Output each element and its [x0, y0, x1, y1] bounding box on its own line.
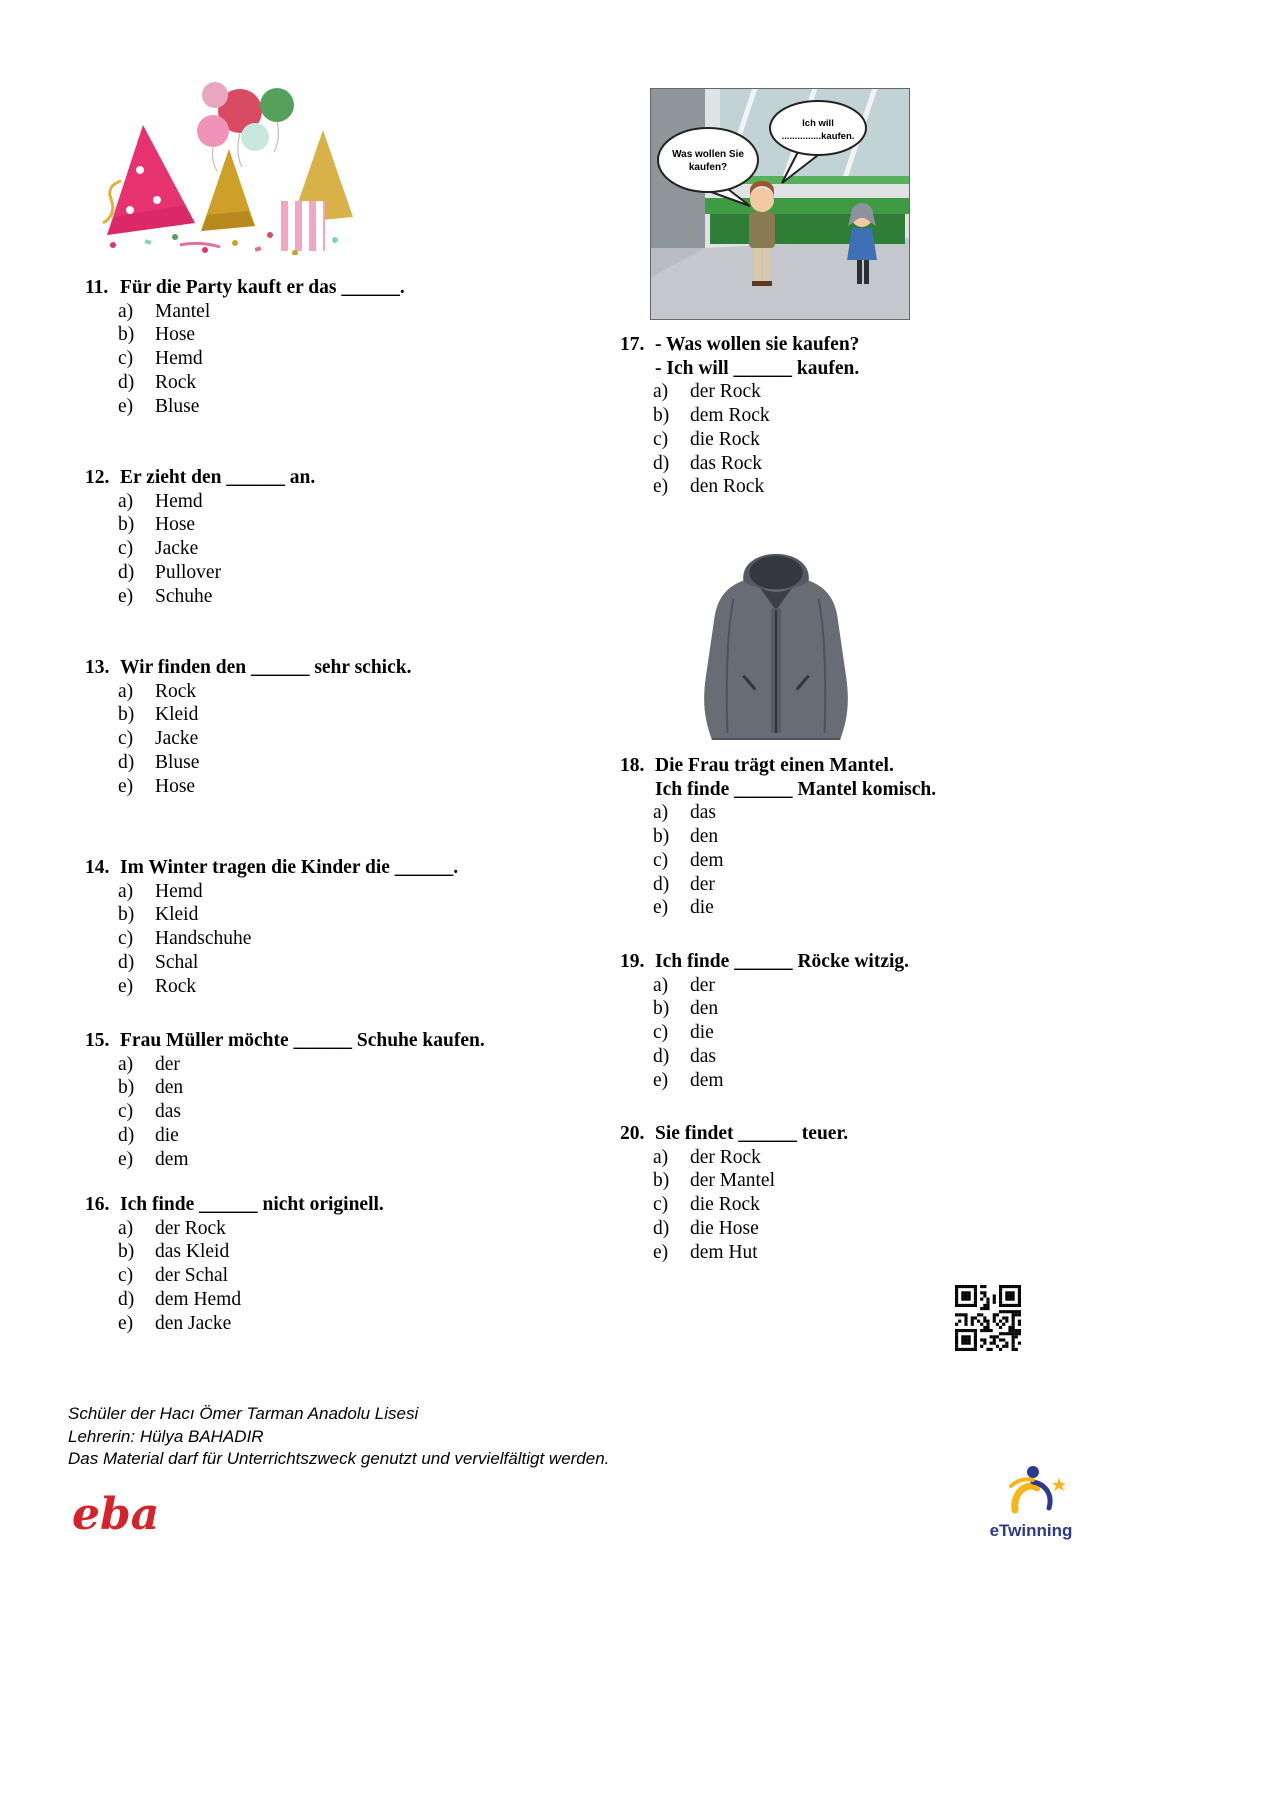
option-letter: c): [118, 728, 134, 750]
bubble2-text-line2: ...............kaufen.: [781, 131, 855, 142]
question-number: 12.: [85, 467, 110, 488]
option-text: Schuhe: [155, 585, 213, 607]
option-d: [620, 1045, 1140, 1069]
option-letter: d): [118, 1124, 135, 1146]
option-letter: e): [653, 476, 669, 498]
option-letter: d): [653, 1217, 670, 1239]
option-d: [85, 751, 605, 775]
option-letter: c): [653, 1194, 669, 1216]
question-number: 19.: [620, 951, 645, 972]
question-13: [85, 656, 605, 798]
option-letter: a): [653, 802, 669, 824]
option-c: [620, 428, 1140, 452]
option-text: Rock: [155, 975, 197, 997]
question-15: [85, 1029, 605, 1171]
option-c: [85, 1264, 605, 1288]
option-text: den: [690, 998, 719, 1020]
question-number: 13.: [85, 657, 110, 678]
option-a: [85, 490, 605, 514]
qr-code: [955, 1285, 1021, 1351]
footer-teacher-line: Lehrerin: Hülya BAHADIR: [68, 1426, 264, 1446]
option-text: die Hose: [690, 1217, 759, 1239]
question-text: Für die Party kauft er das ______.: [120, 277, 405, 298]
option-letter: e): [118, 395, 134, 417]
etwinning-wordmark: eTwinning: [989, 1521, 1073, 1540]
question-text: Ich finde ______ Röcke witzig.: [655, 951, 910, 972]
question-18: [620, 754, 1140, 920]
option-d: [85, 1124, 605, 1148]
option-text: Hose: [155, 775, 196, 797]
option-a: [85, 300, 605, 324]
option-text: die: [155, 1124, 179, 1146]
option-text: dem: [690, 1069, 724, 1091]
footer-school-line: Schüler der Hacı Ömer Tarman Anadolu Lisesi: [68, 1404, 419, 1423]
option-a: [85, 680, 605, 704]
option-e: [85, 775, 605, 799]
option-text: die Rock: [690, 428, 760, 450]
option-c: [85, 347, 605, 371]
option-c: [85, 727, 605, 751]
option-text: den Jacke: [155, 1312, 232, 1334]
question-17: [620, 333, 1140, 499]
option-text: das: [155, 1101, 181, 1123]
option-text: Rock: [155, 680, 197, 702]
option-text: Jacke: [155, 728, 199, 750]
question-text: Wir finden den ______ sehr schick.: [120, 657, 412, 678]
option-e: [620, 1069, 1140, 1093]
option-letter: b): [118, 324, 135, 346]
option-b: [620, 404, 1140, 428]
option-b: [85, 323, 605, 347]
question-number: 14.: [85, 857, 110, 878]
question-header: [85, 856, 605, 880]
option-e: [85, 585, 605, 609]
option-letter: d): [118, 951, 135, 973]
question-text: Frau Müller möchte ______ Schuhe kaufen.: [120, 1030, 485, 1051]
option-d: [620, 873, 1140, 897]
option-d: [85, 561, 605, 585]
option-letter: a): [653, 381, 669, 403]
option-letter: e): [118, 1148, 134, 1170]
question-header: [85, 466, 605, 490]
option-text: Mantel: [155, 300, 211, 322]
question-number: 20.: [620, 1123, 645, 1144]
option-letter: c): [118, 538, 134, 560]
option-letter: b): [118, 1077, 135, 1099]
option-d: [620, 1217, 1140, 1241]
option-b: [85, 1076, 605, 1100]
option-letter: b): [653, 998, 670, 1020]
question-header: [85, 656, 605, 680]
option-text: Hemd: [155, 490, 203, 512]
option-text: Rock: [155, 371, 197, 393]
question-text: Die Frau trägt einen Mantel.: [655, 755, 894, 776]
footer-license-line: Das Material darf für Unterrichtszweck genutzt und vervielfältigt werden.: [68, 1449, 610, 1468]
question-number: 17.: [620, 334, 645, 355]
option-letter: a): [118, 300, 134, 322]
question-12: [85, 466, 605, 608]
question-text: Er zieht den ______ an.: [120, 467, 316, 488]
option-b: [620, 825, 1140, 849]
question-header: [85, 1193, 605, 1217]
question-text: Ich finde ______ nicht originell.: [120, 1194, 384, 1215]
option-text: der: [690, 873, 715, 895]
option-text: dem Rock: [690, 405, 770, 427]
option-e: [85, 975, 605, 999]
option-text: dem Hemd: [155, 1288, 242, 1310]
question-number: 15.: [85, 1030, 110, 1051]
option-a: [620, 380, 1140, 404]
option-text: Pullover: [155, 561, 222, 583]
option-b: [85, 513, 605, 537]
option-text: der: [155, 1053, 180, 1075]
option-letter: c): [653, 1022, 669, 1044]
question-11: [85, 276, 605, 418]
option-letter: d): [118, 751, 135, 773]
option-e: [620, 475, 1140, 499]
option-a: [85, 1217, 605, 1241]
option-e: [620, 896, 1140, 920]
option-text: der Rock: [155, 1217, 226, 1239]
option-e: [85, 395, 605, 419]
option-letter: c): [653, 428, 669, 450]
option-text: das Rock: [690, 452, 763, 474]
option-letter: a): [118, 1217, 134, 1239]
question-header: [620, 333, 1140, 357]
option-letter: b): [118, 514, 135, 536]
option-letter: e): [118, 1312, 134, 1334]
question-text-line2: - Ich will ______ kaufen.: [655, 357, 860, 379]
option-letter: e): [118, 775, 134, 797]
option-text: dem Hut: [690, 1241, 758, 1263]
option-text: der Rock: [690, 381, 761, 403]
option-text: die: [690, 897, 714, 919]
option-text: der Mantel: [690, 1170, 776, 1192]
option-letter: e): [118, 585, 134, 607]
option-text: Kleid: [155, 704, 199, 726]
option-text: Hose: [155, 324, 196, 346]
question-header: [620, 1122, 1140, 1146]
option-letter: b): [653, 1170, 670, 1192]
question-19: [620, 950, 1140, 1092]
option-letter: c): [118, 348, 134, 370]
question-header: [620, 754, 1140, 778]
option-letter: c): [118, 928, 134, 950]
etwinning-logo: [975, 1464, 1087, 1541]
option-d: [620, 452, 1140, 476]
option-letter: c): [653, 849, 669, 871]
option-d: [85, 371, 605, 395]
option-letter: e): [653, 1241, 669, 1263]
store-dialogue-comic-image: [650, 88, 910, 320]
coat-image: [682, 528, 870, 756]
option-letter: b): [118, 1241, 135, 1263]
option-text: die: [690, 1022, 714, 1044]
etwinning-figure-icon: [975, 1464, 1087, 1516]
option-a: [620, 974, 1140, 998]
option-text: der Rock: [690, 1146, 761, 1168]
option-text: der Schal: [155, 1265, 229, 1287]
option-text: das: [690, 1045, 716, 1067]
option-text: dem: [155, 1148, 189, 1170]
option-text: den: [155, 1077, 184, 1099]
option-text: das: [690, 802, 716, 824]
question-header: [620, 950, 1140, 974]
question-number: 11.: [85, 277, 109, 298]
question-number: 16.: [85, 1194, 110, 1215]
option-letter: a): [653, 1146, 669, 1168]
option-text: Hose: [155, 514, 196, 536]
footer: [68, 1403, 609, 1471]
option-text: den: [690, 826, 719, 848]
option-c: [620, 1021, 1140, 1045]
option-c: [620, 1193, 1140, 1217]
option-b: [620, 997, 1140, 1021]
question-text: Sie findet ______ teuer.: [655, 1123, 849, 1144]
option-letter: d): [653, 452, 670, 474]
question-20: [620, 1122, 1140, 1264]
option-a: [620, 1146, 1140, 1170]
option-letter: a): [653, 974, 669, 996]
option-b: [620, 1169, 1140, 1193]
question-16: [85, 1193, 605, 1335]
option-letter: b): [653, 826, 670, 848]
option-text: der: [690, 974, 715, 996]
bubble2-text-line1: Ich will: [802, 118, 834, 129]
option-text: dem: [690, 849, 724, 871]
option-letter: c): [118, 1101, 134, 1123]
option-letter: e): [653, 1069, 669, 1091]
option-c: [85, 537, 605, 561]
option-text: Bluse: [155, 395, 200, 417]
option-letter: e): [118, 975, 134, 997]
option-letter: a): [118, 490, 134, 512]
bubble1-text-line1: Was wollen Sie: [672, 149, 744, 160]
option-text: Hemd: [155, 348, 203, 370]
option-text: Hemd: [155, 880, 203, 902]
question-number: 18.: [620, 755, 645, 776]
option-letter: b): [118, 904, 135, 926]
option-b: [85, 1240, 605, 1264]
party-decorations-image: [85, 75, 360, 255]
question-header: [85, 1029, 605, 1053]
option-letter: d): [118, 371, 135, 393]
option-e: [620, 1241, 1140, 1265]
question-text: Im Winter tragen die Kinder die ______.: [120, 857, 459, 878]
option-b: [85, 903, 605, 927]
option-a: [85, 1053, 605, 1077]
option-letter: c): [118, 1265, 134, 1287]
option-text: Schal: [155, 951, 199, 973]
option-text: Handschuhe: [155, 928, 252, 950]
option-b: [85, 703, 605, 727]
question-text: - Was wollen sie kaufen?: [655, 334, 860, 355]
option-letter: a): [118, 680, 134, 702]
option-a: [85, 880, 605, 904]
option-e: [85, 1312, 605, 1336]
option-text: Jacke: [155, 538, 199, 560]
option-c: [620, 849, 1140, 873]
option-text: die Rock: [690, 1194, 760, 1216]
option-letter: d): [118, 1288, 135, 1310]
option-letter: d): [653, 1045, 670, 1067]
option-text: Kleid: [155, 904, 199, 926]
option-a: [620, 801, 1140, 825]
bubble1-text-line2: kaufen?: [688, 162, 728, 173]
option-text: Bluse: [155, 751, 200, 773]
option-letter: d): [653, 873, 670, 895]
option-c: [85, 1100, 605, 1124]
option-letter: b): [118, 704, 135, 726]
option-letter: a): [118, 1053, 134, 1075]
option-d: [85, 1288, 605, 1312]
question-text-line2: Ich finde ______ Mantel komisch.: [655, 778, 937, 800]
option-text: das Kleid: [155, 1241, 230, 1263]
option-e: [85, 1148, 605, 1172]
question-header: [85, 276, 605, 300]
option-letter: e): [653, 897, 669, 919]
option-letter: d): [118, 561, 135, 583]
question-14: [85, 856, 605, 998]
option-letter: b): [653, 405, 670, 427]
option-letter: a): [118, 880, 134, 902]
eba-logo: eba: [72, 1489, 160, 1540]
option-c: [85, 927, 605, 951]
option-text: den Rock: [690, 476, 765, 498]
option-d: [85, 951, 605, 975]
